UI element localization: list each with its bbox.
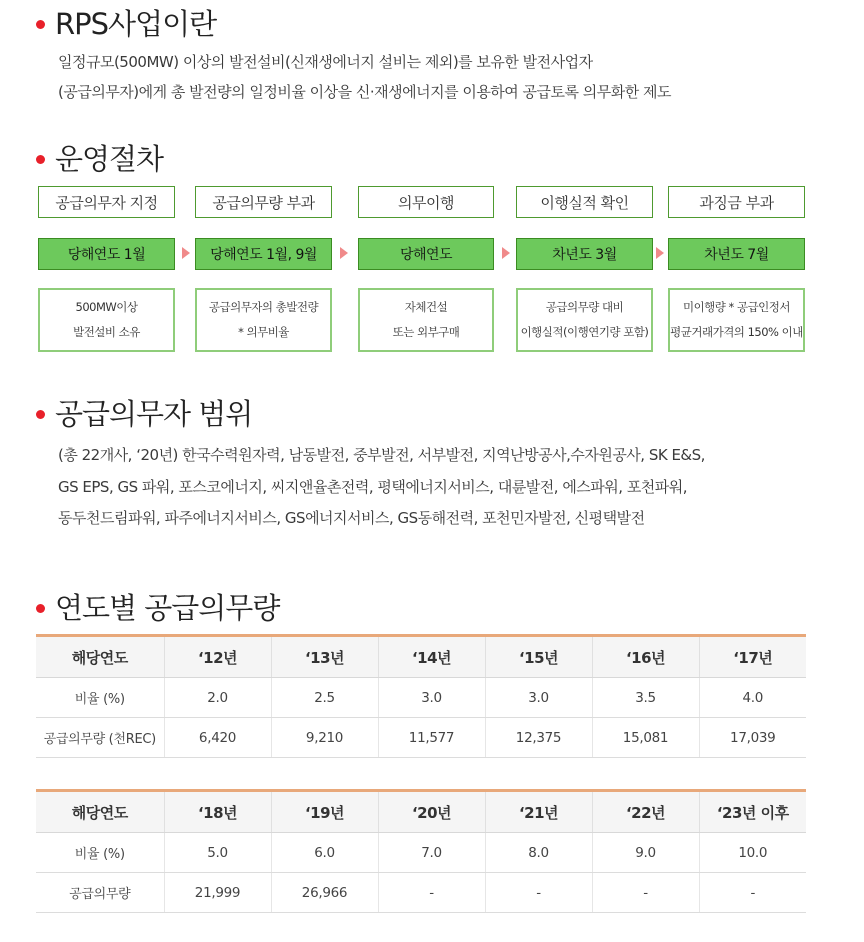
section-title-text: 공급의무자 범위 <box>55 397 253 431</box>
arrow-right-icon <box>656 247 664 259</box>
table-header-cell: 해당연도 <box>36 791 164 833</box>
table-cell: 10.0 <box>699 833 806 873</box>
table-header-cell: ‘18년 <box>164 791 271 833</box>
scope-line-3: 동두천드림파워, 파주에너지서비스, GS에너지서비스, GS동해전력, 포천민자발전, 신평택발전 <box>58 509 645 527</box>
table-cell: 17,039 <box>699 718 806 758</box>
yearly-obligation-table-2 <box>36 789 806 913</box>
table-row <box>36 873 806 913</box>
bullet-icon <box>36 20 45 29</box>
table-cell: 2.0 <box>164 678 271 718</box>
bullet-icon <box>36 604 45 613</box>
table-cell: 8.0 <box>485 833 592 873</box>
scope-line-1: (총 22개사, ‘20년) 한국수력원자력, 남동발전, 중부발전, 서부발전, 지역난방공사,수자원공사, SK E&S, <box>58 446 705 464</box>
table-cell: 6,420 <box>164 718 271 758</box>
table-header-cell: ‘13년 <box>271 636 378 678</box>
step-timing: 차년도 3월 <box>516 238 653 270</box>
table-cell: 11,577 <box>378 718 485 758</box>
step-name: 공급의무량 부과 <box>195 186 332 218</box>
step-description <box>516 288 653 352</box>
step-description-line: 또는 외부구매 <box>392 325 460 339</box>
table-row <box>36 678 806 718</box>
table-cell: 9,210 <box>271 718 378 758</box>
table-cell: - <box>592 873 699 913</box>
table-header-cell: ‘15년 <box>485 636 592 678</box>
step-description-line: 미이행량 * 공급인정서 <box>682 300 791 314</box>
table-header-cell: ‘17년 <box>699 636 806 678</box>
table-cell: 5.0 <box>164 833 271 873</box>
table-header-cell: ‘23년 이후 <box>699 791 806 833</box>
bullet-icon <box>36 410 45 419</box>
table-header-cell: ‘22년 <box>592 791 699 833</box>
step-description-line: 이행실적(이행연기량 포함) <box>520 325 649 339</box>
table-header-cell: ‘16년 <box>592 636 699 678</box>
table-cell: - <box>699 873 806 913</box>
step-description-line: 500MW이상 <box>75 300 138 314</box>
step-description <box>38 288 175 352</box>
step-timing: 차년도 7월 <box>668 238 805 270</box>
table-cell: 7.0 <box>378 833 485 873</box>
rps-description-line-1: 일정규모(500MW) 이상의 발전설비(신재생에너지 설비는 제외)를 보유한 발전사업자 <box>58 53 593 71</box>
section-title-procedure <box>36 137 163 178</box>
table-cell: 15,081 <box>592 718 699 758</box>
section-title-scope <box>36 392 252 433</box>
table-header-row <box>36 791 806 833</box>
table-cell: 4.0 <box>699 678 806 718</box>
step-description-line: 자체건설 <box>404 300 448 314</box>
section-title-rps <box>36 2 216 43</box>
section-title-text: 연도별 공급의무량 <box>55 591 280 625</box>
table-cell: 26,966 <box>271 873 378 913</box>
step-name: 과징금 부과 <box>668 186 805 218</box>
table-cell: 9.0 <box>592 833 699 873</box>
table-cell: 6.0 <box>271 833 378 873</box>
table-header-cell: 해당연도 <box>36 636 164 678</box>
arrow-right-icon <box>182 247 190 259</box>
table-row-label: 비율 (%) <box>36 833 164 873</box>
arrow-right-icon <box>502 247 510 259</box>
table-cell: 3.5 <box>592 678 699 718</box>
table-header-cell: ‘20년 <box>378 791 485 833</box>
table-cell: 21,999 <box>164 873 271 913</box>
step-description <box>195 288 332 352</box>
scope-line-2: GS EPS, GS 파워, 포스코에너지, 씨지앤율촌전력, 평택에너지서비스, 대륜발전, 에스파워, 포천파워, <box>58 478 688 496</box>
step-description-line: 공급의무량 대비 <box>545 300 624 314</box>
table-header-row <box>36 636 806 678</box>
table-header-cell: ‘19년 <box>271 791 378 833</box>
table-row <box>36 718 806 758</box>
table-header-cell: ‘12년 <box>164 636 271 678</box>
step-description-line: 공급의무자의 총발전량 <box>208 300 319 314</box>
rps-description-line-2: (공급의무자)에게 총 발전량의 일정비율 이상을 신·재생에너지를 이용하여 공급토록 의무화한 제도 <box>58 83 671 101</box>
section-title-text: 운영절차 <box>55 142 164 176</box>
step-timing: 당해연도 1월, 9월 <box>195 238 332 270</box>
table-cell: 3.0 <box>378 678 485 718</box>
table-cell: - <box>485 873 592 913</box>
table-row <box>36 833 806 873</box>
step-name: 공급의무자 지정 <box>38 186 175 218</box>
step-description-line: 발전설비 소유 <box>73 325 140 339</box>
arrow-right-icon <box>340 247 348 259</box>
table-row-label: 비율 (%) <box>36 678 164 718</box>
step-name: 이행실적 확인 <box>516 186 653 218</box>
section-title-text: RPS사업이란 <box>55 7 217 41</box>
table-header-cell: ‘21년 <box>485 791 592 833</box>
table-cell: 3.0 <box>485 678 592 718</box>
table-header-cell: ‘14년 <box>378 636 485 678</box>
step-name: 의무이행 <box>358 186 494 218</box>
step-description <box>358 288 494 352</box>
step-timing: 당해연도 <box>358 238 494 270</box>
step-description-line: * 의무비율 <box>238 325 289 339</box>
step-description-line: 평균거래가격의 150% 이내 <box>670 325 803 339</box>
table-row-label: 공급의무량 <box>36 873 164 913</box>
table-cell: 12,375 <box>485 718 592 758</box>
section-title-yearly <box>36 586 279 627</box>
bullet-icon <box>36 155 45 164</box>
table-row-label: 공급의무량 (천REC) <box>36 718 164 758</box>
step-description <box>668 288 805 352</box>
step-timing: 당해연도 1월 <box>38 238 175 270</box>
table-cell: 2.5 <box>271 678 378 718</box>
table-cell: - <box>378 873 485 913</box>
yearly-obligation-table-1 <box>36 634 806 758</box>
